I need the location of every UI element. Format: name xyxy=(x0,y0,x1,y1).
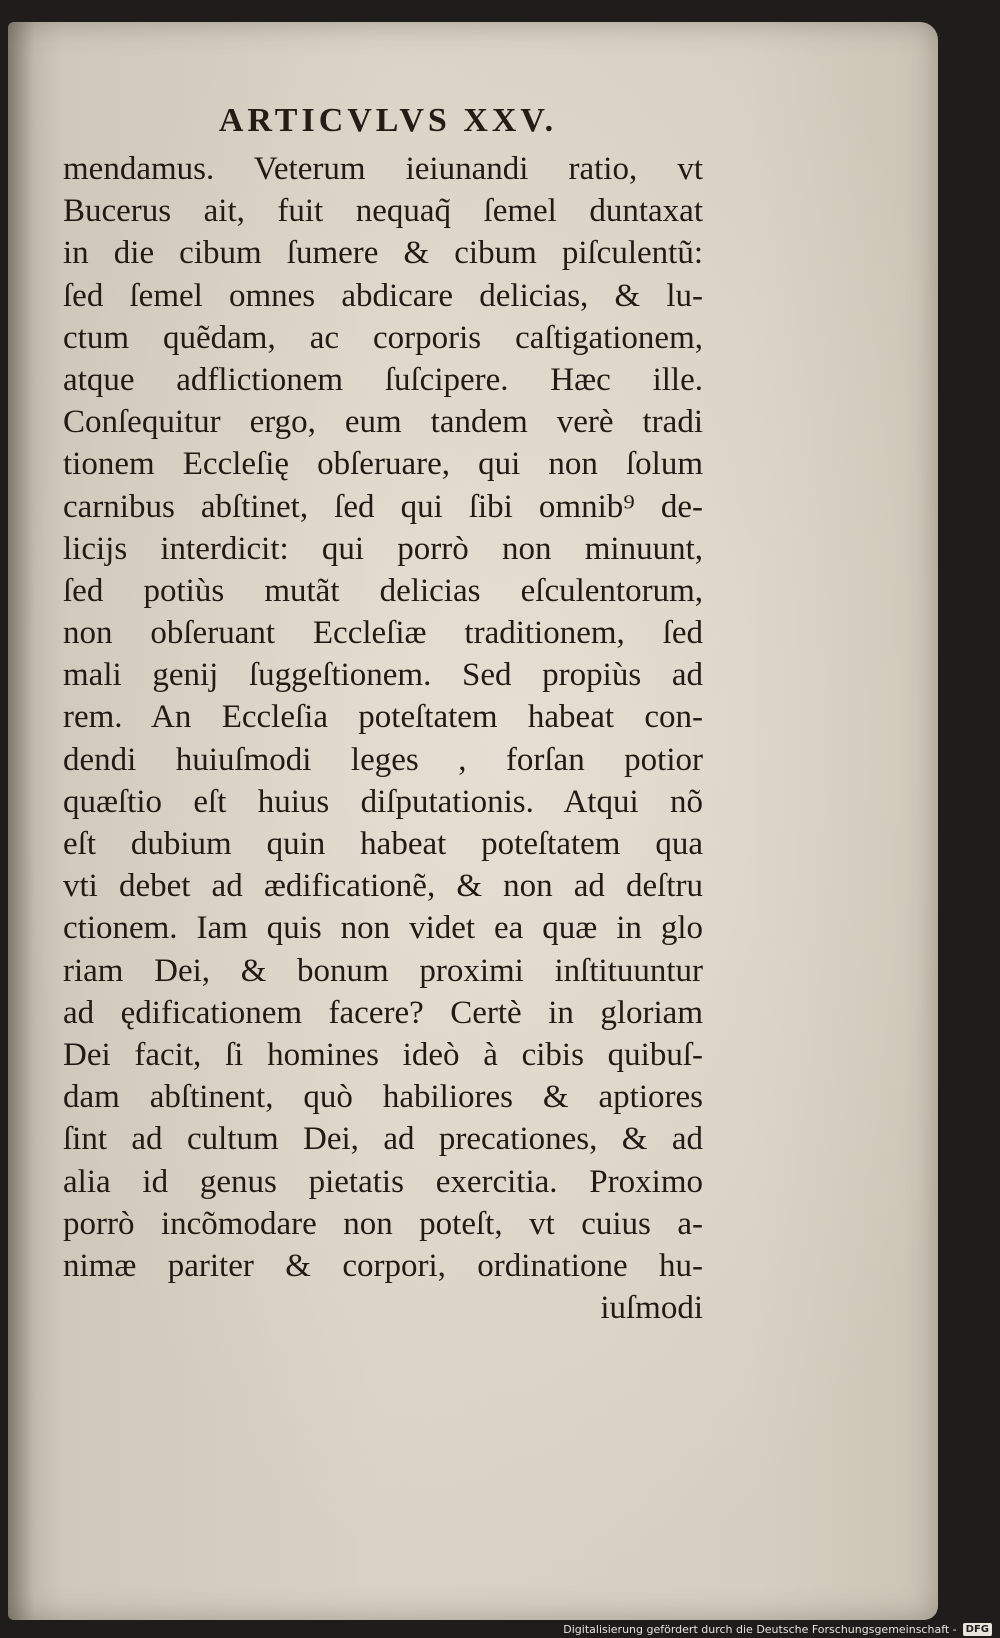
book-page xyxy=(8,22,938,1620)
text-line: quæſtio eſt huius diſputationis. Atqui nõ xyxy=(63,783,703,820)
body-text xyxy=(63,148,703,1329)
text-line: in die cibum ſumere & cibum piſculentũ: xyxy=(63,235,703,272)
text-line: vti debet ad ædificationẽ, & non ad deſtru xyxy=(63,868,703,905)
text-line: riam Dei, & bonum proximi inſtituuntur xyxy=(63,952,703,989)
text-line: tionem Eccleſię obſeruare, qui non ſolum xyxy=(63,446,703,483)
text-line: licijs interdicit: qui porrò non minuunt, xyxy=(63,530,703,567)
text-line: dendi huiuſmodi leges , forſan potior xyxy=(63,741,703,778)
text-line: rem. An Eccleſia poteſtatem habeat con- xyxy=(63,699,703,736)
text-line: Conſequitur ergo, eum tandem verè tradi xyxy=(63,404,703,441)
page-binding-shadow xyxy=(8,22,34,1620)
catchword: iuſmodi xyxy=(600,1290,703,1327)
text-line: ad ędificationem facere? Certè in gloriam xyxy=(63,994,703,1031)
text-line: atque adflictionem ſuſcipere. Hæc ille. xyxy=(63,361,703,398)
text-line: Dei facit, ſi homines ideò à cibis quibuſ- xyxy=(63,1036,703,1073)
text-line: mendamus. Veterum ieiunandi ratio, vt xyxy=(63,151,703,187)
text-line: ſint ad cultum Dei, ad precationes, & ad xyxy=(63,1121,703,1158)
digitization-credit xyxy=(563,1623,992,1636)
text-line: ctum quẽdam, ac corporis caſtigationem, xyxy=(63,319,703,356)
text-line: Bucerus ait, fuit nequaq̃ ſemel duntaxat xyxy=(63,193,703,230)
text-line: ctionem. Iam quis non videt ea quæ in glo xyxy=(63,910,703,947)
text-line: non obſeruant Eccleſiæ traditionem, ſed xyxy=(63,615,703,652)
text-line: nimæ pariter & corpori, ordinatione hu- xyxy=(63,1247,703,1284)
text-line: dam abſtinent, quò habiliores & aptiores xyxy=(63,1079,703,1116)
credit-text: Digitalisierung gefördert durch die Deutsche Forschungsgemeinschaft - xyxy=(563,1623,957,1636)
text-line: carnibus abſtinet, ſed qui ſibi omnib⁹ de- xyxy=(63,488,703,525)
running-header: ARTICVLVS XXV. xyxy=(218,102,558,139)
text-line: ſed potiùs mutãt delicias eſculentorum, xyxy=(63,572,703,609)
text-line: porrò incõmodare non poteſt, vt cuius a- xyxy=(63,1205,703,1242)
text-line: eſt dubium quin habeat poteſtatem qua xyxy=(63,826,703,862)
dfg-logo: DFG xyxy=(963,1623,992,1636)
text-line: ſed ſemel omnes abdicare delicias, & lu- xyxy=(63,277,703,314)
text-line: mali genij ſuggeſtionem. Sed propiùs ad xyxy=(63,657,703,694)
text-line: alia id genus pietatis exercitia. Proximo xyxy=(63,1163,703,1200)
